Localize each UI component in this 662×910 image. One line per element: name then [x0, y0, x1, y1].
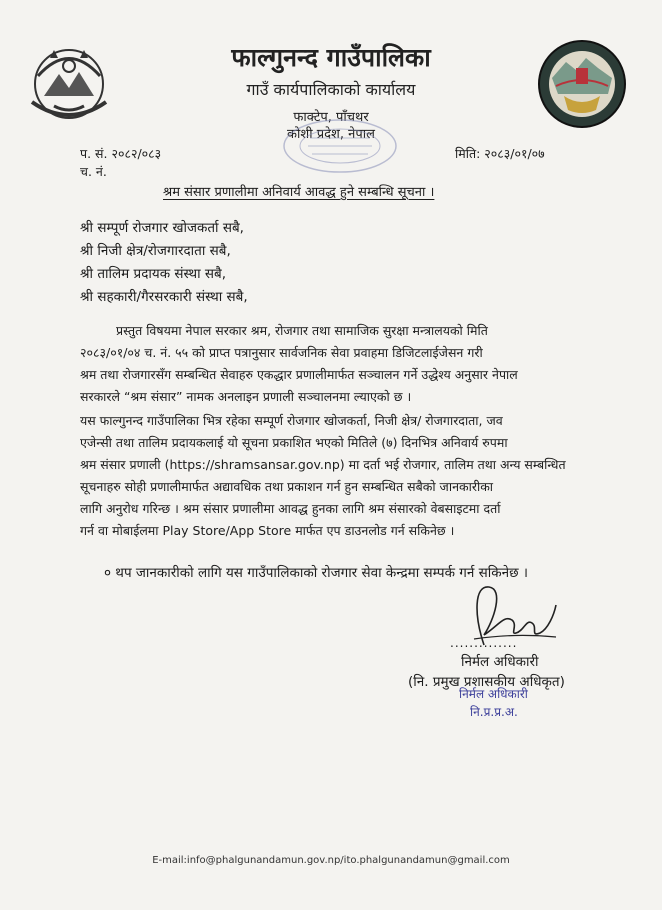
recipient-line: श्री सम्पूर्ण रोजगार खोजकर्ता सबै,	[80, 220, 244, 236]
body-paragraph-2	[80, 410, 585, 542]
paragraph-line: श्रम संसार प्रणाली (https://shramsansar.gov.np) मा दर्ता भई रोजगार, तालिम तथा अन्य सम्बन्धित	[80, 457, 566, 472]
recipient-line: श्री तालिम प्रदायक संस्था सबै,	[80, 266, 227, 282]
letter-date: मिति: २०८३/०१/०७	[455, 146, 545, 161]
paragraph-line: श्रम तथा रोजगारसँग सम्बन्धित सेवाहरु एकद्धार प्रणालीमार्फत सञ्चालन गर्ने उद्धेश्य अनुसार नेपाल	[80, 367, 518, 382]
paragraph-line: सूचनाहरु सोही प्रणालीमार्फत अद्यावधिक तथा प्रकाशन गर्न हुन सम्बन्धित सबैको जानकारीका	[80, 479, 494, 494]
letter-reference-number: प. सं. २०८२/०८३	[80, 146, 162, 161]
paragraph-line: लागि अनुरोध गरिन्छ । श्रम संसार प्रणालीमा आवद्ध हुनका लागि श्रम संसारको वेबसाइटमा दर्ता	[80, 501, 501, 516]
signatory-title: (नि. प्रमुख प्रशासकीय अधिकृत)	[408, 674, 565, 690]
dispatch-number: च. नं.	[80, 164, 107, 179]
signature-line: ..............	[450, 636, 518, 650]
office-name: फाल्गुनन्द गाउँपालिका	[231, 43, 431, 72]
paragraph-line: सरकारले “श्रम संसार” नामक अनलाइन प्रणाली सञ्चालनमा ल्याएको छ ।	[80, 389, 412, 404]
title-stamp: नि.प्र.प्र.अ.	[470, 705, 518, 719]
paragraph-line: प्रस्तुत विषयमा नेपाल सरकार श्रम, रोजगार तथा सामाजिक सुरक्षा मन्त्रालयको मिति	[116, 323, 488, 338]
recipient-line: श्री निजी क्षेत्र/रोजगारदाता सबै,	[80, 243, 231, 259]
paragraph-line: एजेन्सी तथा तालिम प्रदायकलाई यो सूचना प्रकाशित भएको मितिले (७) दिनभित्र अनिवार्य रुपमा	[80, 435, 508, 450]
paragraph-line: गर्न वा मोबाईलमा Play Store/App Store मार्फत एप डाउनलोड गर्न सकिनेछ ।	[80, 523, 455, 538]
paragraph-line: २०८३/०१/०४ च. नं. ५५ को प्राप्त पत्रानुसार सार्वजनिक सेवा प्रवाहमा डिजिटलाईजेसन गरी	[80, 345, 483, 360]
address-line-2: कोशी प्रदेश, नेपाल	[287, 127, 375, 142]
paragraph-line: यस फाल्गुनन्द गाउँपालिका भित्र रहेका सम्पूर्ण रोजगार खोजकर्ता, निजी क्षेत्र/ रोजगारदाता, जव	[80, 413, 503, 428]
name-stamp: निर्मल अधिकारी	[459, 687, 528, 701]
office-subtitle: गाउँ कार्यपालिकाको कार्यालय	[246, 80, 416, 99]
contact-note: ० थप जानकारीको लागि यस गाउँपालिकाको रोजगार सेवा केन्द्रमा सम्पर्क गर्न सकिनेछ ।	[104, 565, 528, 581]
recipient-line: श्री सहकारी/गैरसरकारी संस्था सबै,	[80, 289, 248, 305]
address-line-1: फाक्टेप, पाँचथर	[293, 110, 369, 125]
footer-email: E-mail:info@phalgunandamun.gov.np/ito.phalgunandamun@gmail.com	[152, 855, 510, 866]
signatory-name: निर्मल अधिकारी	[461, 654, 539, 670]
letter-subject: श्रम संसार प्रणालीमा अनिवार्य आवद्ध हुने सम्बन्धि सूचना ।	[163, 185, 435, 200]
body-paragraph-1	[80, 320, 585, 408]
office-seal-stamp	[280, 116, 400, 176]
